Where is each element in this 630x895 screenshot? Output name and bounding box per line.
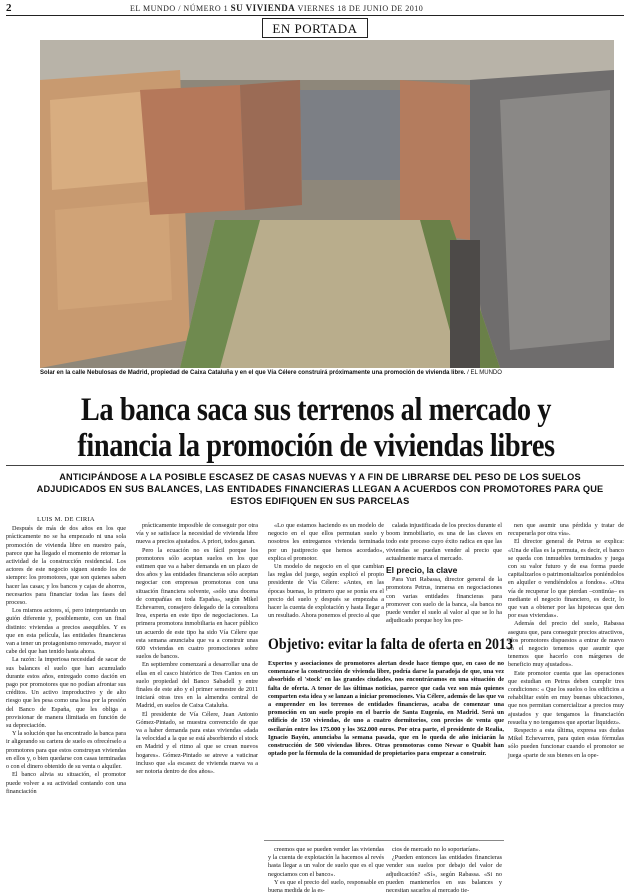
paragraph: prácticamente imposible de conseguir por otra vía y se satisface la necesidad de vivienda libre nueva a precios ajustados. A priori, todos ganan. bbox=[136, 522, 258, 546]
column-4 bbox=[386, 522, 502, 625]
paragraph: cios de mercado no lo soportarían». bbox=[392, 846, 481, 853]
paragraph: En septiembre comenzará a desarrollar una de ellas en el casco histórico de Tres Cantos en un suelo propiedad del Banco Sabadell y entre finales de este año y el primer semestre de 2011 iniciará otras tres en la almendra central de Madrid, en suelos de Caixa Cataluña. bbox=[136, 661, 258, 710]
paragraph: Los mismos actores, sí, pero interpretando un guión diferente y, posiblemente, con un final distinto: viviendas a precios asequibles. Y es que en esta película, las entidades financieras van a tener un protagonismo renovado, mayor si cabe del que han tenido hasta ahora. bbox=[6, 607, 126, 656]
paragraph: Para Yuri Rabassa, director general de la promotora Petrus, inmersa en negociaciones con varias entidades financieras para promover con suelo de la banca, «la banca no puede vender el suelo al valor al que se lo ha adjudicado porque hoy los pre- bbox=[386, 576, 502, 625]
paragraph: calada injustificada de los precios durante el boom inmobiliario, es una de las claves en todo este proceso cuyo éxito radica en que las viviendas se puedan vender al precio que actualmente marca el mercado. bbox=[386, 522, 502, 562]
article-headline: La banca saca sus terrenos al mercado y financia la promoción de viviendas libres bbox=[77, 392, 555, 464]
paragraph: ¿Pueden entonces las entidades financieras vender sus suelos por debajo del valor de adjudicación? «Sí», según Rabassa. «Si no pueden mantenerlos en sus balances y necesitan sacarlos al mercado tie- bbox=[386, 854, 502, 895]
header-rule bbox=[6, 15, 624, 16]
column-3-continued bbox=[268, 846, 384, 895]
running-head-brand: SU VIVIENDA bbox=[230, 3, 296, 13]
paragraph: creemos que se pueden vender las viviendas y la cuenta de explotación la hacemos al revés hasta llegar a un valor de suelo que es el que negociamos con el banco». bbox=[268, 846, 384, 878]
paragraph: Respecto a esta última, expresa sus dudas Mikel Echevarren, para quien estas fórmulas sólo pueden funcionar cuando el promotor se juega «parte de sus bienes en la ope- bbox=[508, 727, 624, 759]
column-1 bbox=[6, 516, 126, 796]
headline-rule bbox=[6, 465, 624, 466]
paragraph: Pero la ecuación no es fácil porque los promotores sólo aceptan suelos en los que estimen que va a haber demanda en un plazo de dos años y las entidades financieras sólo aceptan negociar con empresas promotoras con una situación financiera solvente, «sólo una docena de compañías en toda España», según Mikel Echevarren, consejero delegado de la consultora Irea, experta en este tipo de negociaciones. La primera promotora inmobiliaria en hacer público un acuerdo de este tipo ha sido Vía Célere que esta semana anunciaba que va a construir unas 600 viviendas en cuatro promociones sobre suelos de bancos. bbox=[136, 546, 258, 661]
byline: LUIS M. DE CIRIA bbox=[37, 516, 95, 523]
paragraph: «Lo que estamos haciendo es un modelo de negocio en el que ellos permutan suelo y nosotros les entregamos vivienda terminada por un justiprecio que hemos acordado», explica el promotor. bbox=[268, 522, 384, 562]
page-number: 2 bbox=[6, 2, 12, 14]
paragraph: Y es que el precio del suelo, responsable en buena medida de la es- bbox=[268, 878, 384, 895]
paragraph: nen que asumir una pérdida y tratar de recuperarla por otra vía». bbox=[508, 522, 624, 538]
running-head bbox=[130, 3, 423, 13]
article-lead: ANTICIPÁNDOSE A LA POSIBLE ESCASEZ DE CASAS NUEVAS Y A FIN DE LIBRARSE DEL PESO DE LOS SUELOS ADJUDICADOS EN SUS BALANCES, LAS ENTIDADES FINANCIERAS LLEGAN A ACUERDOS CON PROMOTORES PARA QUE ESTOS EDIFIQUEN EN SUS PARCELAS bbox=[36, 472, 604, 506]
box-title: Objetivo: evitar la falta de oferta en 2013 bbox=[268, 636, 513, 653]
running-head-publication: EL MUNDO / NÚMERO 1 bbox=[130, 4, 229, 13]
column-3 bbox=[268, 522, 384, 620]
paragraph: Un modelo de negocio en el que cambian las reglas del juego, según explicó el propio presidente de Vía Célere: «Antes, en las épocas buenas, lo primero que se ponía era el precio del suelo y después se empezaba a hacer la cuenta de explotación y hasta llegar a un resultado. Ahora ponemos el precio al que bbox=[268, 563, 384, 620]
construction-site-photo bbox=[40, 40, 614, 368]
paragraph: El director general de Petrus se explica: «Una de ellas es la permuta, es decir, el banco se queda con inmuebles terminados y juega con su valor futuro y de esa forma puede capitalizarlos o patrimonializarlos poniéndolos en alquiler o vendiéndolos a fondos». «Otra vía de recuperar lo que pierdan –continúa– es mediante el negocio financiero, es decir, lo que van a obtener por las hipotecas que den por esas viviendas». bbox=[508, 538, 624, 620]
box-text: Expertos y asociaciones de promotores alertan desde hace tiempo que, en caso de no comenzarse la construcción de vivienda libre, podría darse la paradoja de que, una vez absorbido el 'stock' en las grandes ciudades, nos encontráramos en una situación de falta de oferta. A tenor de las últimas noticias, parece que cada vez son más quienes comparten esta idea y se lanzan a iniciar promociones. Vía Célere, además de las que va a emprender en los terrenos de entidades financieras, acaba de comenzar una promoción en un suelo propio en el barrio de Santa Eugenia, en Madrid. Será un edificio de 150 viviendas, de uno a cuatro dormitorios, con precios de venta que oscilarán entre los 175.000 y los 362.000 euros. Por otra parte, el presidente de Realia, Ignacio Bayón, anunciaba la semana pasada, que en lo queda de año iniciarán la construcción de 500 viviendas libres. Otras promotoras como Newar o Quabit han optado por la fórmula de la comunidad de propietarios para empezar a construir. bbox=[268, 660, 504, 758]
column-5 bbox=[508, 522, 624, 760]
subheading: El precio, la clave bbox=[386, 565, 458, 576]
paragraph: Además del precio del suelo, Rabassa asegura que, para conseguir precios atractivos, «los promotores dispuestos a entrar de nuevo en el negocio tenemos que asumir que tenemos que hacerlo con márgenes de beneficio muy ajustados». bbox=[508, 620, 624, 669]
box-rule bbox=[264, 840, 504, 841]
paragraph: Este promotor cuenta que las operaciones que estudian en Petrus deben cumplir tres condiciones: « Que los suelos o los edificios a rehabilitar estén en muy buenas ubicaciones, que nos permitan comercializar a precios muy ajustados y que tengamos la financiación resuelta y no tengamos que aportar liquidez». bbox=[508, 669, 624, 726]
column-2 bbox=[136, 522, 258, 776]
paragraph: Después de más de dos años en los que prácticamente no se ha empezado ni una sola promoción de vivienda libre en nuestro país, parece que ha llegado el momento de retomar la actividad de la construcción residencial. Los actores de este negocio siguen siendo los de siempre: los promotores, que son quienes saben hacer las casas; y los bancos y cajas de ahorros, necesarios para financiar todas las fases del proceso. bbox=[6, 525, 126, 607]
paragraph: Y la solución que ha encontrado la banca para ir aligerando su cartera de suelo es ofrecérselo a promotores para que estos construyan viviendas en ellos y, o bien quedarse con casas terminadas o con el dinero obtenido de su venta o alquiler. bbox=[6, 730, 126, 771]
section-label: EN PORTADA bbox=[262, 18, 368, 38]
photo-credit: / EL MUNDO bbox=[467, 370, 502, 376]
photo-caption-text: Solar en la calle Nebulosas de Madrid, propiedad de Caixa Cataluña y en el que Vía Célere construirá próximamente una promoción de vivienda libre. bbox=[40, 370, 466, 376]
column-4-continued bbox=[386, 846, 502, 895]
paragraph: El presidente de Vía Célere, Juan Antonio Gómez-Pintado, se muestra convencido de que va a haber demanda para estas viviendas «dada la velocidad a la que se está absorbiendo el stock en Madrid y el ritmo al que se crean nuevos hogares». Gómez-Pintado se atreve a vaticinar incluso que «la escasez de vivienda nueva va a ser notoria dentro de dos años». bbox=[136, 710, 258, 776]
article-photo bbox=[40, 40, 614, 368]
paragraph: El banco alivia su situación, el promotor puede volver a su actividad contando con una financiación bbox=[6, 771, 126, 795]
running-head-date: VIERNES 18 DE JUNIO DE 2010 bbox=[297, 4, 424, 13]
paragraph: La razón: la imperiosa necesidad de sacar de sus balances el suelo que han acumulado durante estos años, entregado como dación en pago por promotores que no podían afrontar sus créditos. Un activo improductivo y de alto riesgo que les pesa como una losa por la presión del Banco de España, que les obliga a provisionar de manera ilimitada en función de su depreciación. bbox=[6, 656, 126, 730]
photo-caption bbox=[40, 370, 502, 376]
